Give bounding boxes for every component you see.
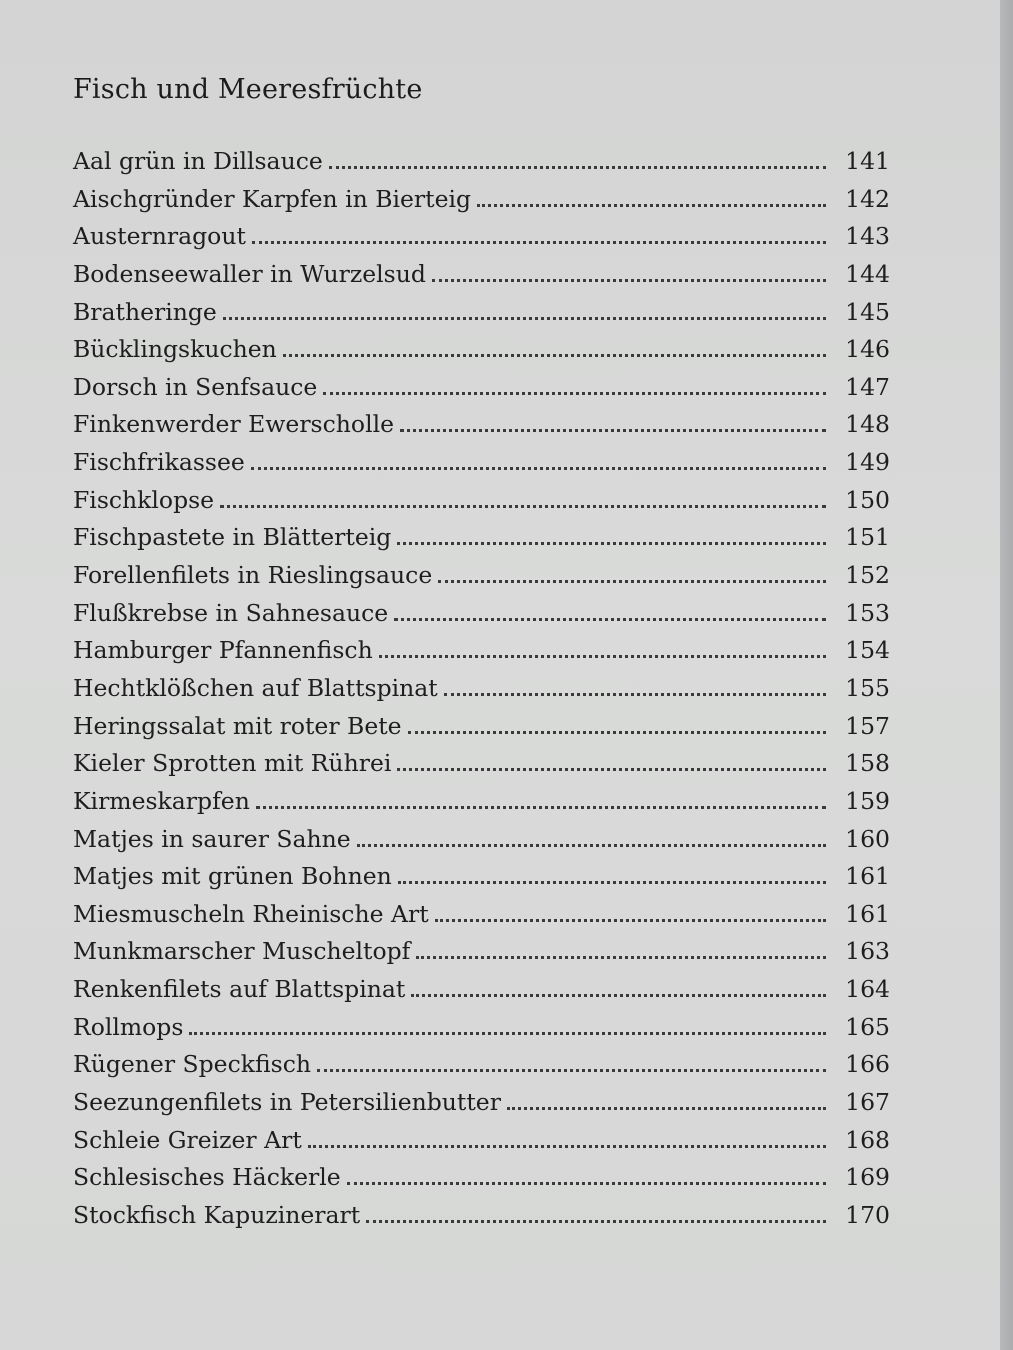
- toc-entry: [73, 674, 890, 712]
- toc-entry-page-number: 150: [845, 485, 890, 514]
- toc-entry-title: Matjes in saurer Sahne: [73, 824, 351, 853]
- toc-entry-page-number: 151: [845, 523, 890, 552]
- dot-leader: [432, 278, 826, 282]
- toc-entry: [73, 749, 890, 787]
- toc-entry-title: Aal grün in Dillsauce: [73, 147, 323, 175]
- toc-entry-page-number: 142: [845, 184, 890, 213]
- toc-entry: [73, 1088, 890, 1126]
- toc-entry-title: Kirmeskarpfen: [73, 786, 250, 815]
- toc-entry: [73, 1201, 890, 1239]
- toc-entry-page-number: 165: [845, 1012, 890, 1041]
- toc-entry-page-number: 152: [845, 561, 890, 590]
- toc-entry-title: Aischgründer Karpfen in Bierteig: [73, 184, 472, 213]
- toc-entry-page-number: 148: [845, 410, 890, 439]
- toc-entry-page-number: 143: [845, 222, 890, 251]
- toc-entry-page-number: 163: [845, 937, 890, 966]
- toc-entry-page-number: 158: [845, 749, 890, 778]
- dot-leader: [398, 880, 826, 884]
- toc-entry-title: Stockfisch Kapuzinerart: [73, 1200, 361, 1229]
- toc-entry: [73, 260, 890, 298]
- dot-leader: [252, 240, 826, 244]
- toc-entry-title: Renkenfilets auf Blattspinat: [73, 975, 406, 1004]
- toc-entry: [73, 486, 890, 524]
- toc-entry: [73, 410, 890, 448]
- toc-entry: [73, 147, 890, 185]
- toc-entry-title: Flußkrebse in Sahnesauce: [73, 598, 389, 627]
- dot-leader: [397, 541, 826, 545]
- toc-entry-title: Kieler Sprotten mit Rührei: [73, 749, 392, 778]
- toc-entry-title: Bücklingskuchen: [73, 335, 277, 364]
- toc-entry-title: Austernragout: [73, 222, 246, 251]
- dot-leader: [283, 353, 826, 357]
- toc-entry: [73, 335, 890, 373]
- dot-leader: [251, 466, 826, 470]
- toc-entry-page-number: 161: [845, 862, 890, 891]
- dot-leader: [220, 504, 826, 508]
- toc-entry-page-number: 153: [845, 598, 890, 627]
- section-title: Fisch und Meeresfrüchte: [73, 74, 423, 105]
- toc-entry-title: Finkenwerder Ewerscholle: [73, 410, 395, 439]
- dot-leader: [397, 767, 826, 771]
- toc-entry-title: Rügener Speckfisch: [73, 1050, 312, 1079]
- toc-entry: [73, 222, 890, 260]
- toc-entry-page-number: 149: [845, 448, 890, 477]
- toc-entry: [73, 448, 890, 486]
- dot-leader: [308, 1144, 826, 1148]
- dot-leader: [507, 1106, 826, 1110]
- page-edge: [1000, 0, 1013, 1350]
- toc-entry-title: Schlesisches Häckerle: [73, 1163, 341, 1192]
- toc-entry: [73, 298, 890, 336]
- toc-entry-page-number: 170: [845, 1200, 890, 1229]
- toc-entry: [73, 975, 890, 1013]
- dot-leader: [317, 1068, 826, 1072]
- table-of-contents: [73, 147, 890, 1239]
- toc-entry-title: Hechtklößchen auf Blattspinat: [73, 673, 438, 702]
- dot-leader: [438, 579, 826, 583]
- toc-entry-title: Matjes mit grünen Bohnen: [73, 862, 392, 891]
- dot-leader: [323, 391, 826, 395]
- toc-entry-page-number: 161: [845, 899, 890, 928]
- dot-leader: [223, 316, 826, 320]
- toc-entry-title: Heringssalat mit roter Bete: [73, 711, 402, 740]
- toc-entry-page-number: 146: [845, 335, 890, 364]
- toc-entry-page-number: 169: [845, 1163, 890, 1192]
- toc-entry-title: Fischpastete in Blätterteig: [73, 523, 392, 552]
- toc-entry: [73, 937, 890, 975]
- dot-leader: [256, 805, 826, 809]
- toc-entry-page-number: 147: [845, 372, 890, 401]
- dot-leader: [379, 654, 826, 658]
- toc-entry: [73, 712, 890, 750]
- toc-entry: [73, 862, 890, 900]
- toc-entry: [73, 1126, 890, 1164]
- toc-entry-page-number: 168: [845, 1125, 890, 1154]
- dot-leader: [189, 1031, 826, 1035]
- toc-entry-page-number: 167: [845, 1088, 890, 1117]
- dot-leader: [329, 165, 826, 169]
- toc-entry-title: Schleie Greizer Art: [73, 1125, 302, 1154]
- toc-entry: [73, 599, 890, 637]
- toc-entry: [73, 373, 890, 411]
- toc-entry-title: Seezungenfilets in Petersilienbutter: [73, 1088, 501, 1117]
- dot-leader: [366, 1219, 826, 1223]
- toc-entry-title: Munkmarscher Muscheltopf: [73, 937, 411, 966]
- toc-entry-page-number: 145: [845, 297, 890, 326]
- dot-leader: [411, 993, 826, 997]
- toc-entry-page-number: 141: [845, 147, 890, 175]
- toc-entry-title: Bodenseewaller in Wurzelsud: [73, 259, 426, 288]
- toc-entry: [73, 900, 890, 938]
- toc-entry-page-number: 164: [845, 975, 890, 1004]
- toc-entry-title: Dorsch in Senfsauce: [73, 372, 318, 401]
- dot-leader: [444, 692, 826, 696]
- toc-entry-title: Miesmuscheln Rheinische Art: [73, 899, 429, 928]
- toc-entry: [73, 561, 890, 599]
- dot-leader: [347, 1181, 826, 1185]
- toc-entry: [73, 636, 890, 674]
- toc-entry: [73, 185, 890, 223]
- toc-entry-title: Hamburger Pfannenfisch: [73, 636, 373, 665]
- toc-entry: [73, 787, 890, 825]
- toc-entry-page-number: 166: [845, 1050, 890, 1079]
- toc-entry-title: Fischfrikassee: [73, 448, 245, 477]
- dot-leader: [357, 843, 826, 847]
- toc-entry-page-number: 144: [845, 259, 890, 288]
- toc-entry: [73, 1013, 890, 1051]
- toc-entry-title: Forellenfilets in Rieslingsauce: [73, 561, 433, 590]
- toc-entry-page-number: 154: [845, 636, 890, 665]
- toc-entry-page-number: 157: [845, 711, 890, 740]
- dot-leader: [394, 617, 826, 621]
- toc-entry: [73, 1050, 890, 1088]
- toc-entry: [73, 825, 890, 863]
- toc-entry-title: Fischklopse: [73, 485, 215, 514]
- toc-entry: [73, 523, 890, 561]
- toc-entry-page-number: 159: [845, 786, 890, 815]
- dot-leader: [435, 918, 826, 922]
- dot-leader: [408, 730, 826, 734]
- dot-leader: [400, 428, 826, 432]
- dot-leader: [477, 203, 826, 207]
- toc-entry-page-number: 160: [845, 824, 890, 853]
- toc-entry-title: Rollmops: [73, 1012, 184, 1041]
- toc-entry: [73, 1163, 890, 1201]
- dot-leader: [416, 955, 826, 959]
- toc-entry-page-number: 155: [845, 673, 890, 702]
- toc-entry-title: Bratheringe: [73, 297, 217, 326]
